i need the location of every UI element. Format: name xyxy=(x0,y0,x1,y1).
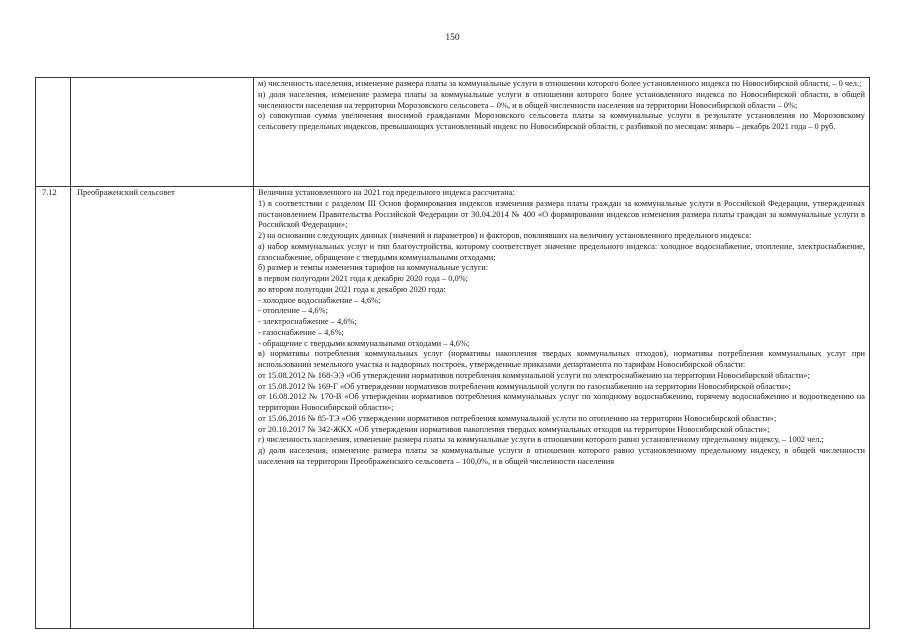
paragraph: б) размер и темпы изменения тарифов на коммунальные услуги: xyxy=(258,263,489,273)
paragraph: д) доля населения, изменение размера платы за коммунальные услуги в отношении которого равно установленному предельному индексу, в общей численности населения на территории Преображенского сельсовета – 100,0%, и в общей численности населения xyxy=(258,446,865,466)
paragraph: - электроснабжение – 4,6%; xyxy=(258,317,357,326)
paragraph: м) численность населения, изменение размера платы за коммунальные услуги в отношении которого более установленного индекса по Новосибирской области, – 0 чел.; xyxy=(258,79,862,88)
paragraph: во втором полугодии 2021 года к декабрю 2020 года: xyxy=(258,284,446,294)
paragraph: о) совокупная сумма увеличения вносимой гражданами Морозовского сельсовета платы за коммунальные услуги в результате установления по Морозовскому сельсовету предельных индексов, превышающих установленный индекс по Новосибирской области, с разбивкой по месяцам: январь – декабрь 2021 года – 0 руб. xyxy=(258,111,865,131)
table-row xyxy=(36,78,870,187)
municipality-name-cell: Преображенский сельсовет xyxy=(71,187,254,629)
paragraph: в) нормативы потребления коммунальных услуг (нормативы накопления твердых коммунальных отходов), нормативы потребления коммунальных услуг при использовании земельного участка и надворных построек, утвержденные приказами департамента по тарифам Новосибирской области: xyxy=(258,349,865,369)
paragraph: от 16.08.2012 № 170-В «Об утверждении нормативов потребления коммунальных услуг по холодному водоснабжению, горячему водоснабжению и водоотведению на территории Новосибирской области»; xyxy=(258,392,865,412)
paragraph: - обращение с твердыми коммунальными отходами – 4,6%; xyxy=(258,338,470,348)
paragraph: н) доля населения, изменение размера платы за коммунальные услуги в отношении которого более установленного индекса по Новосибирской области, в общей численности населения на территории Морозовского сельсовета – 0%, и в общей численности населения на территории Новосибирской области – 0%; xyxy=(258,89,865,110)
paragraph: от 20.10.2017 № 342-ЖКХ «Об утверждении нормативов накопления твердых коммунальных отходов на территории Новосибирской области»; xyxy=(258,424,770,434)
paragraph: в первом полугодии 2021 года к декабрю 2020 года – 0,0%; xyxy=(258,274,468,283)
index-table xyxy=(35,77,870,629)
paragraph: от 15.08.2012 № 169-Г «Об утверждении нормативов потребления коммунальной услуги по газоснабжению на территории Новосибирской области»; xyxy=(258,381,791,391)
paragraph: от 15.06.2016 № 85-ТЭ «Об утверждении нормативов потребления коммунальной услуги по отоплению на территории Новосибирской области»; xyxy=(258,413,777,423)
description-cell xyxy=(254,187,870,629)
municipality-name-cell xyxy=(71,78,254,187)
page-number: 150 xyxy=(445,33,460,43)
paragraph: - отопление – 4,6%; xyxy=(258,306,328,316)
table-row xyxy=(36,187,870,629)
paragraph: 1) в соответствии с разделом III Основ формирования индексов изменения размера платы граждан за коммунальные услуги в Российской Федерации, утвержденных постановлением Правительства Российской Федерации от 30.04.2014 № 400 «О формировании индексов изменения размера платы граждан за коммунальные услуги в Российской Федерации»; xyxy=(258,198,865,230)
paragraph: - газоснабжение – 4,6%; xyxy=(258,327,344,337)
description-cell xyxy=(254,78,870,187)
paragraph: г) численность населения, изменение размера платы за коммунальные услуги в отношении которого равно установленному предельному индексу, – 1002 чел.; xyxy=(258,435,824,445)
row-number-cell: 7.12 xyxy=(36,187,71,629)
paragraph: 2) на основании следующих данных (значений и параметров) и факторов, повлиявших на величину установленного предельного индекса: xyxy=(258,231,752,240)
paragraph: от 15.08.2012 № 168-ЭЭ «Об утверждении нормативов потребления коммунальной услуги по электроснабжению на территории Новосибирской области»; xyxy=(258,370,810,380)
paragraph: - холодное водоснабжение – 4,6%; xyxy=(258,295,381,305)
paragraph: а) набор коммунальных услуг и тип благоустройства, которому соответствует значение предельного индекса: холодное водоснабжение, отопление, электроснабжение, газоснабжение, обращение с твердыми коммунальными отходами; xyxy=(258,241,865,262)
paragraph: Величина установленного на 2021 год предельного индекса рассчитана: xyxy=(258,188,515,197)
row-number-cell xyxy=(36,78,71,187)
